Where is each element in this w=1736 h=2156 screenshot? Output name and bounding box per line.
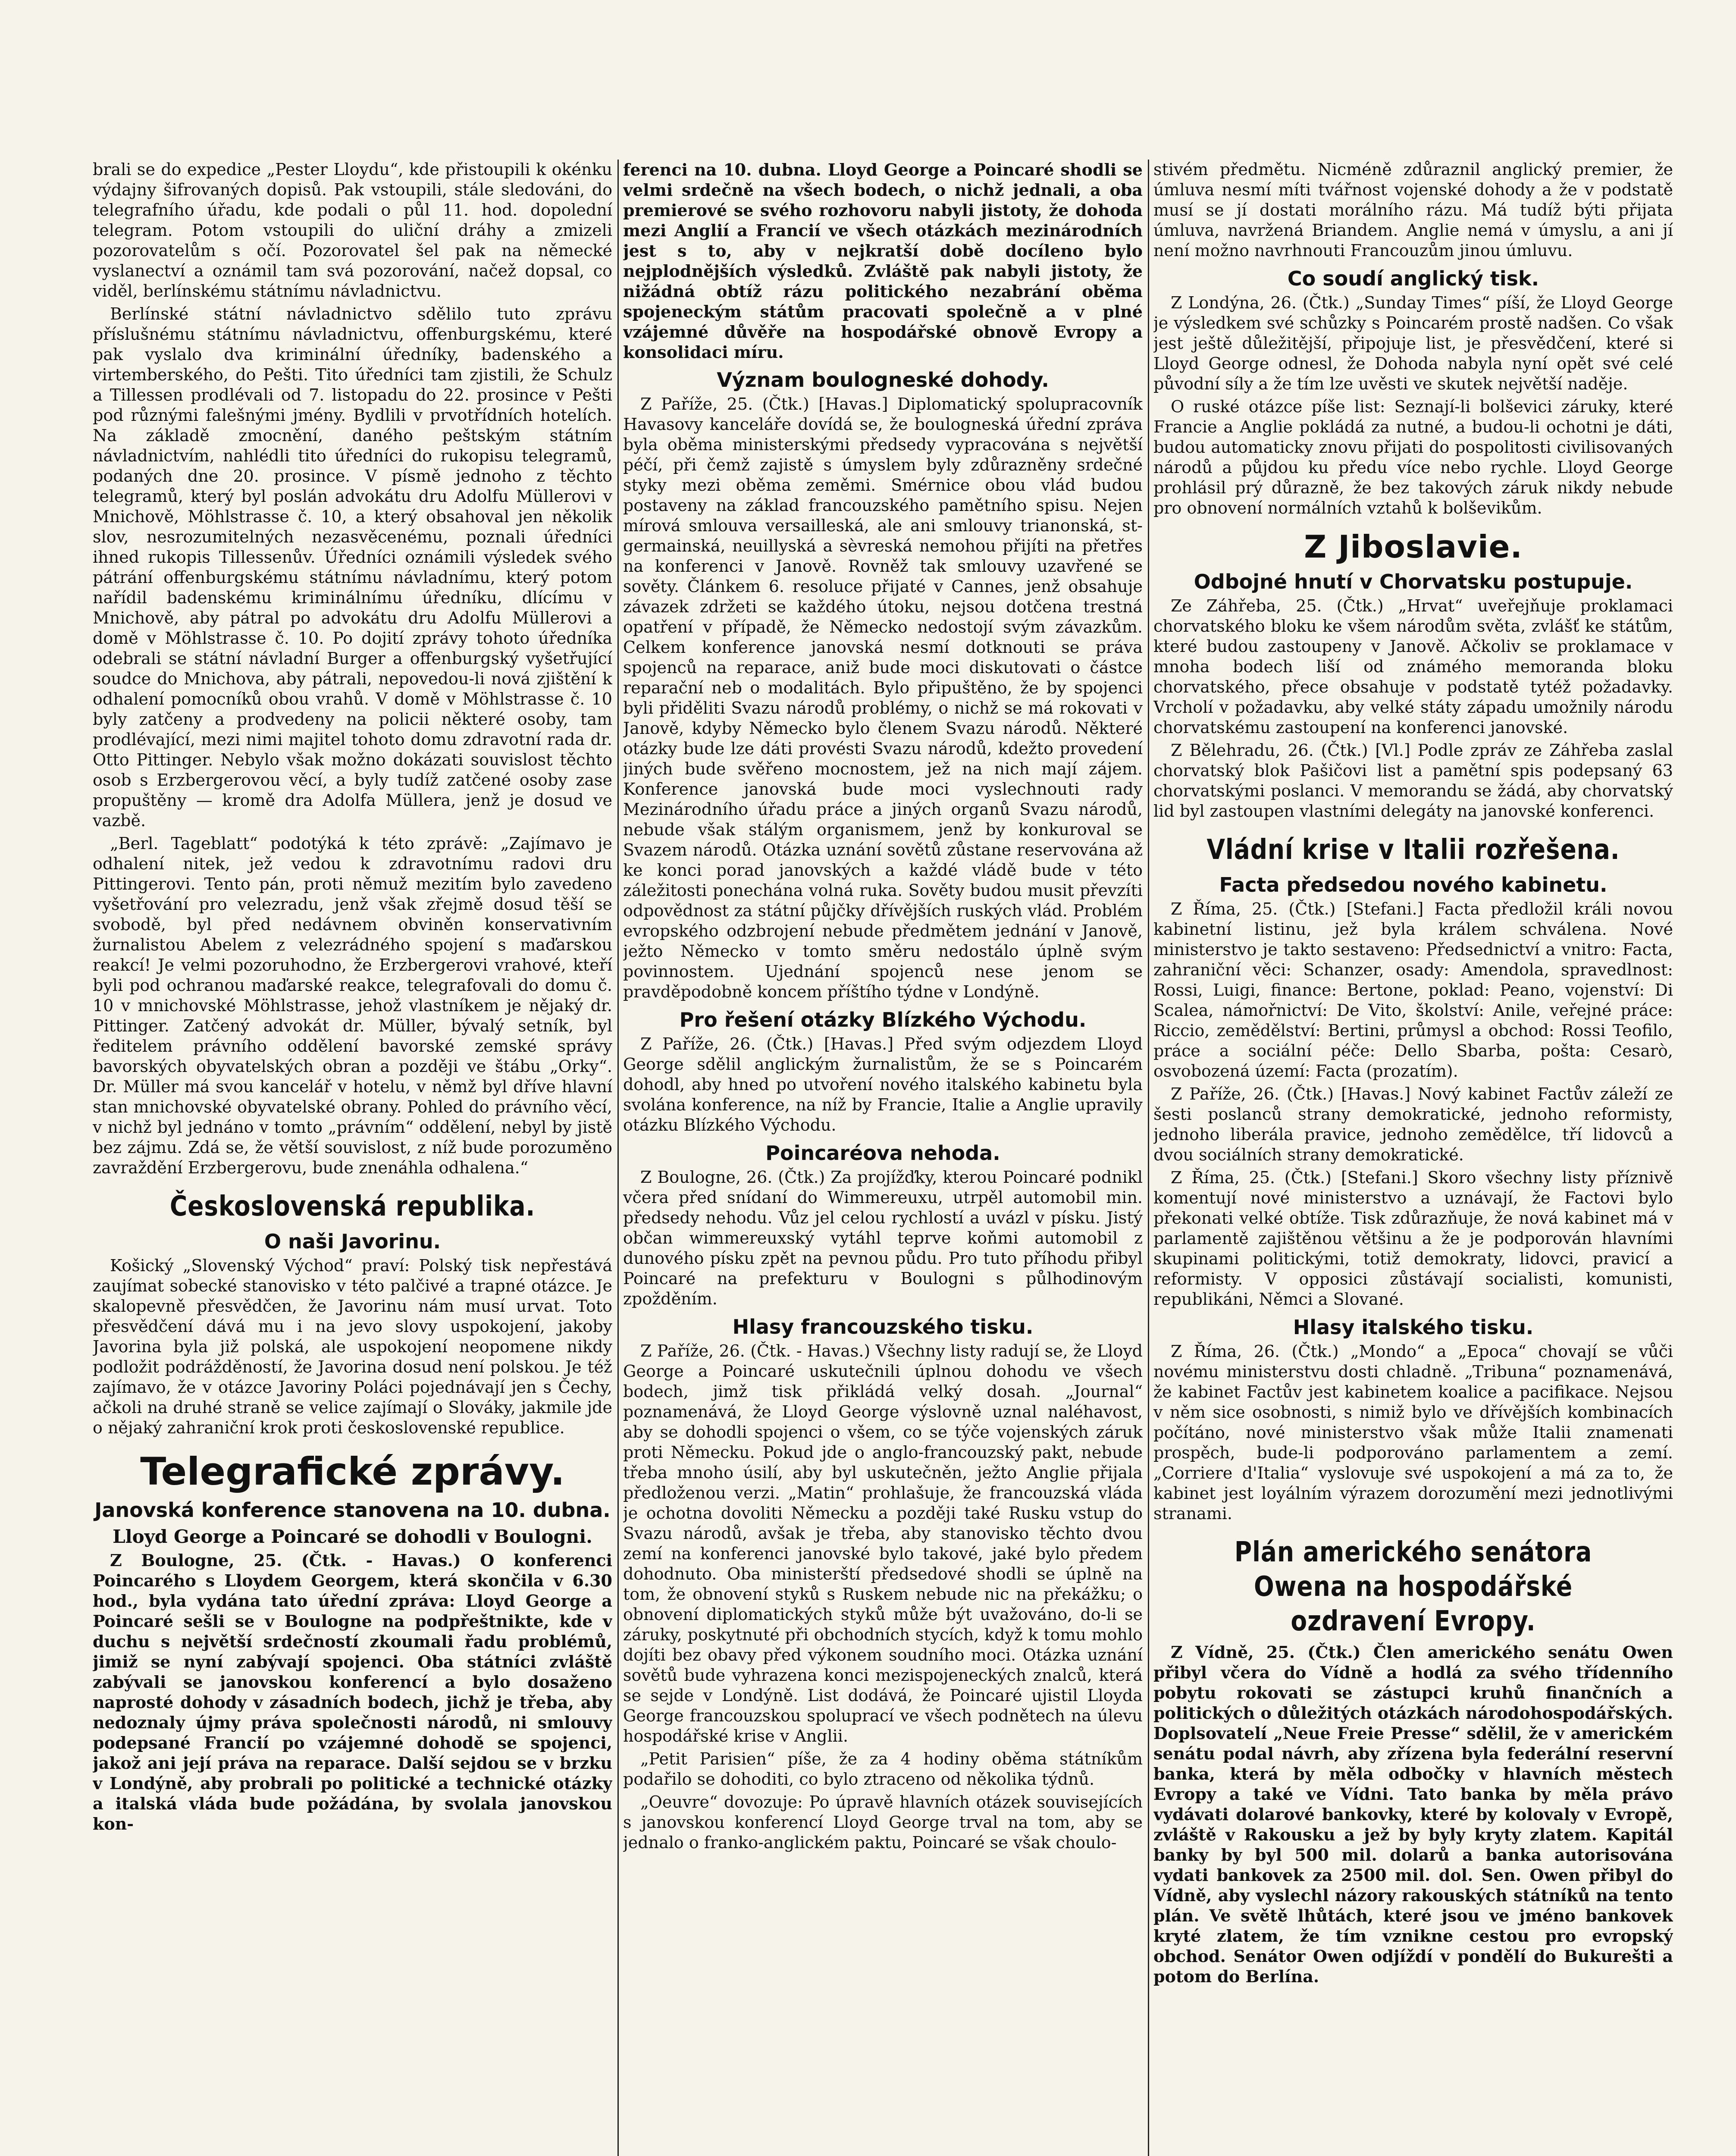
article-headline: Janovská konference stanovena na 10. dubna.	[94, 1498, 611, 1522]
section-heading: Vládní krise v Italii rozřešena.	[1206, 834, 1620, 866]
article-paragraph: Z Paříže, 25. (Čtk.) [Havas.] Diplomatický spolupracovník Havasovy kanceláře dovídá se, že boulogneská úřední zpráva byla oběma ministerskými předsedy vypracována s největší péčí, při čemž zajistě s úmyslem byly zdůrazněny srdečné styky mezi oběma zeměmi. Smérnice obou vlád budou postaveny na základ francouzského pamětního spisu. Nejen mírová smlouva versailleská, ale ani smlouvy trianonská, st-germainská, neuillyská a sèvreská nemohou přijíti na přetřes na konferenci v Janově. Rovněž tak smlouvy uzavřené se sověty. Článkem 6. resoluce přijaté v Cannes, jenž obsahuje závazek zdržeti se každého útoku, nejsou dotčena trestná opatření v případě, že Německo nedostojí svým závazkům. Celkem konference janovská nesmí dotknouti se práva spojenců na reparace, aniž bude moci diskutovati o částce reparační neb o modalitách. Bylo připuštěno, že by spojenci byli přiděliti Svazu národů problémy, o nichž se má rokovati v Janově, kdyby Německo bylo členem Svazu národů. Některé otázky bude lze dáti provésti Svazu národů, kdežto provedení jiných bude svěřeno mocnostem, jež na nich mají zájem. Konference janovská bude moci vyslechnouti rady Mezinárodního úřadu práce a jiných organů Svazu národů, nebude však stálým organismem, jenž by konkuroval se Svazem národů. Otázka uznání sovětů zůstane reservována až ke konci porad janovských a každé vládě bude v této záležitosti ponechána volná ruka. Sověty budou musit převzíti odpovědnost za státní půjčky dřívějších ruských vlád. Problém evropského odzbrojení nebude předmětem jednání v Janově, ježto Německo v tomto směru nedostálo úplně svým povinnostem. Ujednání spojenců nese jenom se pravděpodobně koncem příštího týdne v Londýně.	[623, 395, 1143, 1001]
article-headline: Co soudí anglický tisk.	[1287, 267, 1539, 290]
article-headline: Poincaréova nehoda.	[765, 1141, 1000, 1165]
article-paragraph: Berlínské státní návladnictvo sdělilo tuto zprávu příslušnému státnímu návladnictvu, offenburgskému, které pak vyslalo dva kriminální úředníky, badenského a virtemberského, do Pešti. Tito úředníci tam zjistili, že Schulz a Tillessen prodlévali od 7. listopadu do 22. prosince v Pešti pod různými falešnými jmény. Bydlili v prvotřídních hotelích. Na základě zmocnění, daného peštským státním návladnictvím, nahlédli tito úředníci do rukopisu telegramů, podaných dne 20. prosince. V písmě jednoho z těchto telegramů, který byl poslán advokátu dru Adolfu Müllerovi v Mnichově, Möhlstrasse č. 10, a který obsahoval jen několik slov, nesrozumitelných nezasvěcenému, poznali úředníci ihned rukopis Tillessenův. Úředníci oznámili výsledek svého pátrání offenburgskému státnímu návladnímu, který potom nařídil badenskému kriminálnímu úředníku, dlícímu v Mnichově, aby pátral po advokátu dru Adolfu Müllerovi a domě v Möhlstrasse č. 10. Po dojití zprávy tohoto úředníka odebrali se státní návladní Burger a offenburgský vyšetřující soudce do Mnichova, aby pátrali, nepovedou-li nová zjištění k odhalení pomocníků obou vrahů. V domě v Möhlstrasse č. 10 byly zatčeny a prodvedeny na policii některé osoby, tam prodlévající, mezi nimi majitel tohoto domu zdravotní rada dr. Otto Pittinger. Nebylo však možno dokázati souvislost těchto osob s Erzbergerovou věcí, a byly tudíž zatčené osoby zase propuštěny — kromě dra Adolfa Müllera, jenž je dosud ve vazbě.	[93, 304, 612, 830]
article-paragraph: Z Paříže, 26. (Čtk.) [Havas.] Před svým odjezdem Lloyd George sdělil anglickým žurnalistům, že se s Poincarém dohodl, aby hned po utvoření nového italského kabinetu byla svolána konference, na níž by Francie, Italie a Anglie upravily otázku Blízkého Východu.	[623, 1034, 1143, 1134]
column-rule	[1148, 160, 1149, 2156]
article-paragraph: brali se do expedice „Pester Lloydu“, kde přistoupili k okénku výdajny šifrovaných dopisů. Pak vstoupili, stále sledováni, do telegrafního úřadu, kde podali o půl 11. hod. dopolední telegram. Potom vstoupili do uliční dráhy a zmizeli pozorovatelům s očí. Pozorovatel šel pak na německé vyslanectví a oznámil tam svá pozorování, načež dopsal, co viděl, berlínskému státnímu návladnictvu.	[93, 160, 612, 301]
article-headline: Facta předsedou nového kabinetu.	[1219, 873, 1608, 896]
article-paragraph: Ze Záhřeba, 25. (Čtk.) „Hrvat“ uveřejňuje proklamaci chorvatského bloku ke všem národům světa, zvlášť ke státům, které budou zastoupeny v Janově. Ačkoliv se proklamace v mnoha bodech liší od známého memoranda bloku chorvatského, přece obsahuje v podstatě tytéž požadavky. Vrcholí v požadavku, aby velké státy západu umožnily národu chorvatskému zastoupení na konferenci janovské.	[1153, 596, 1673, 737]
article-paragraph: „Berl. Tageblatt“ podotýká k této zprávě: „Zajímavo je odhalení nitek, jež vedou k zdravotnímu radovi dru Pittingerovi. Tento pán, proti němuž mezitím bylo zavedeno vyšetřování pro velezradu, jenž však zřejmě dosud těší se svobodě, byl před nedávnem obviněn konservativním žurnalistou Abelem z velezrádného spojení s maďarskou reakcí! Je velmi pozoruhodno, že Erzbergerovi vrahové, kteří byli pod ochranou maďarské reakce, telegrafovali do domu č. 10 v mnichovské Möhlstrasse, jehož vlastníkem je nějaký dr. Pittinger. Zatčený advokát dr. Müller, bývalý setník, byl ředitelem právního oddělení bavorské zemské správy bavorských obyvatelských obran a později ve štábu „Orky“. Dr. Müller má svou kancelář v hotelu, v němž byl dříve hlavní stan mnichovské obyvatelské obrany. Pohled do právního věcí, v nichž byl jednáno v tomto „právním“ oddělení, nebyl by jistě bez zájmu. Zdá se, že větší souvislost, z níž bude porozuměno zavraždění Erzbergerovu, bude znenáhla odhalena.“	[93, 834, 612, 1177]
article-paragraph: O ruské otázce píše list: Seznají-li bolševici záruky, které Francie a Anglie pokládá za nutné, a budou-li ochotni je dáti, budou automaticky znovu přijati do pospolitosti civilisovaných národů a půjdou ku předu více nebo rychle. Lloyd George prohlásil prý důrazně, že bez takových záruk nikdy nebude pro obnovení normálních vztahů k bolševikům.	[1153, 397, 1673, 517]
article-paragraph: Z Říma, 25. (Čtk.) [Stefani.] Facta předložil králi novou kabinetní listinu, jež byla králem schválena. Nové ministerstvo je takto sestaveno: Předsednictví a vnitro: Facta, zahraniční věci: Schanzer, osady: Amendola, spravedlnost: Rossi, Luigi, finance: Bertone, poklad: Peano, vojenství: Di Scalea, námořnictví: De Vito, školství: Anile, veřejné práce: Riccio, zemědělství: Bertini, průmysl a obchod: Rossi Teofilo, práce a sociální péče: Dello Sbarba, pošta: Cesarò, osvobozená území: Facta (prozatím).	[1153, 899, 1673, 1081]
article-paragraph: Košický „Slovenský Východ“ praví: Polský tisk nepřestává zaujímat sobecké stanovisko v této palčivé a trapné otázce. Je skalopevně přesvědčen, že Javorinu nám musí urvat. Toto přesvědčení dává mu i na jevo slovy uspokojení, jakoby Javorina byla již polská, ale uspokojení neopomene nikdy podložit podrážděností, že Javorina dosud není polskou. Je též zajímavo, že v otázce Javoriny Poláci pojednávají jen s Čechy, ačkoli na druhé straně se velice zajímají o Slováky, jakmile jde o nějaký zahraniční krok proti československé republice.	[93, 1256, 612, 1437]
section-heading: Telegrafické zprávy.	[140, 1449, 565, 1494]
article-subheadline: Lloyd George a Poincaré se dohodli v Boulogni.	[113, 1526, 592, 1547]
article-paragraph: Z Paříže, 26. (Čtk.) [Havas.] Nový kabinet Factův záleží ze šesti poslanců strany demokratické, jednoho reformisty, jednoho liberála pravice, jednoho zemědělce, tří lidovců a dvou sociálních strany demokratické.	[1153, 1084, 1673, 1164]
section-heading: Československá republika.	[169, 1191, 536, 1222]
article-paragraph: Z Paříže, 26. (Čtk. - Havas.) Všechny listy radují se, že Lloyd George a Poincaré uskutečnili úplnou dohodu ve všech bodech, jimž tisk přikládá velký dosah. „Journal“ poznamenává, že Lloyd George výslovně uznal naléhavost, aby se dohodli spojenci o všem, co se týče vojenských záruk proti Německu. Pokud jde o anglo-francouzský pakt, nebude třeba mnoho úsilí, aby byl uskutečněn, ježto Anglie přijala předloženou verzi. „Matin“ prohlašuje, že francouzská vláda je ochotna dovoliti Německu a později také Rusku vstup do Svazu národů, avšak je třeba, aby stanovisko těchto dvou zemí na konferenci janovské bylo takové, jaké bylo předem dohodnuto. Oba ministerští předsedové shodli se úplně na tom, že obnovení styků s Ruskem nebude nic na překážku; o obnovení diplomatických styků může být uvažováno, do-li se záruky, poskytnuté při obchodních stycích, když k tomu mohlo dojíti bez obavy před výkonem soudního moci. Otázka uznání sovětů bude vyhrazena konci mezispojeneckých znalců, která se sejde v Londýně. List dodává, že Poincaré ujistil Lloyda George francouzskou spoluprací ve všech podnětech na úlevu hospodářské krise v Anglii.	[623, 1341, 1143, 1745]
column-2	[623, 160, 1143, 2156]
article-paragraph: „Petit Parisien“ píše, že za 4 hodiny oběma státníkům podařilo se dohoditi, co bylo ztraceno od několika týdnů.	[623, 1749, 1143, 1789]
article-headline: Význam boulogneské dohody.	[717, 368, 1049, 392]
article-paragraph: Z Boulogne, 25. (Čtk. - Havas.) O konferenci Poincarého s Lloydem Georgem, která skončila v 6.30 hod., byla vydána tato úřední zpráva: Lloyd George a Poincaré sešli se v Boulogne na podpřeštnikte, kde v duchu s největší srdečností zkoumali řadu problémů, jimiž se nyní zabývají spojenci. Oba státníci zvláště zabývali se janovskou konferencí a bylo dosaženo naprosté dohody v zásadních bodech, jichž je třeba, aby nedoznaly újmy práva společnosti národů, ni smlouvy podepsané Francií po vzájemné dohodě se spojenci, jakož ani její práva na reparace. Další sejdou se v brzku v Londýně, aby probrali po politické a technické otázky a italská vláda bude požádána, by svolala janovskou kon-	[93, 1551, 612, 1833]
article-headline: Odbojné hnutí v Chorvatsku postupuje.	[1194, 570, 1633, 593]
section-heading: Plán amerického senátora Owena na hospodářské ozdravení Evropy.	[1234, 1536, 1592, 1637]
article-headline: O naši Javorinu.	[264, 1230, 441, 1253]
article-paragraph: Z Říma, 25. (Čtk.) [Stefani.] Skoro všechny listy příznivě komentují nové ministerstvo a uznávají, že Factovi bylo překonati velké obtíže. Tisk zdůrazňuje, že nová kabinet má v parlamentě zajištěnou většinu a že je podporován hlavními skupinami politickými, totiž demokraty, lidovci, pravicí a reformisty. V opposici zůstávají socialisti, komunisti, republikáni, Němci a Slované.	[1153, 1168, 1673, 1309]
article-paragraph: Z Říma, 26. (Čtk.) „Mondo“ a „Epoca“ chovají se vůči novému ministerstvu dosti chladně. „Tribuna“ poznamenává, že kabinet Factův jest kabinetem koalice a pacifikace. Nejsou v něm sice osobnosti, s nimiž bylo ve dřívějších kombinacích počítáno, nové ministerstvo však může Italii znamenati prospěch, bude-li podporováno parlamentem a zemí. „Corriere d'Italia“ vyslovuje své uspokojení a má za to, že kabinet jest loyálním výrazem dorozumění mezi jednotlivými stranami.	[1153, 1342, 1673, 1523]
article-paragraph: „Oeuvre“ dovozuje: Po úpravě hlavních otázek souvisejících s janovskou konferencí Lloyd George trval na tom, aby se jednalo o franko-anglickém paktu, Poincaré se však choulo-	[623, 1792, 1143, 1852]
article-headline: Hlasy italského tisku.	[1293, 1316, 1534, 1339]
article-paragraph: Z Boulogne, 26. (Čtk.) Za projížďky, kterou Poincaré podnikl včera před snídaní do Wimmereuxu, utrpěl automobil min. předsedy nehodu. Vůz jel celou rychlostí a uvázl v písku. Jistý občan wimmereuxský vytáhl teprve koňmi automobil z dunového písku zpět na pevnou půdu. Pro tuto příhodu přibyl Poincaré na prefekturu v Boulogni s půlhodinovým zpožděním.	[623, 1168, 1143, 1308]
article-paragraph: Z Londýna, 26. (Čtk.) „Sunday Times“ píší, že Lloyd George je výsledkem své schůzky s Poincarém prostě nadšen. Co však jest ještě důležitější, připojuje list, je přesvědčení, které si Lloyd George odnesl, že Dohoda nabyla nyní opět své celé původní síly a že tím lze uvěsti ve skutek největší naděje.	[1153, 293, 1673, 393]
section-heading: Z Jiboslavie.	[1304, 529, 1523, 565]
article-paragraph: Z Bělehradu, 26. (Čtk.) [Vl.] Podle zpráv ze Záhřeba zaslal chorvatský blok Pašičovi list a pamětní spis podepsaný 63 chorvatskými poslanci. V memorandu se žádá, aby chorvatský lid byl zastoupen vlastními delegáty na janovské konferenci.	[1153, 741, 1673, 821]
column-3	[1153, 160, 1673, 2156]
article-headline: Hlasy francouzského tisku.	[732, 1315, 1034, 1338]
column-1	[93, 160, 612, 2156]
article-headline: Pro řešení otázky Blízkého Východu.	[679, 1008, 1087, 1031]
column-rule	[617, 160, 619, 2156]
article-paragraph: ferenci na 10. dubna. Lloyd George a Poincaré shodli se velmi srdečně na všech bodech, o nichž jednali, a oba premierové se svého rozhovoru nabyli jistoty, že dohoda mezi Anglií a Francií ve všech otázkách mezinárodních jest s to, aby v nejkratší době docíleno bylo nejplodnějších výsledků. Zvláště pak nabyli jistoty, že nižádná obtíž rázu politického nezabrání oběma spojeneckým státům pracovati společně a v plné vzájemné důvěře na hospodářské obnově Evropy a konsolidaci míru.	[623, 160, 1143, 362]
article-paragraph: stivém předmětu. Nicméně zdůraznil anglický premier, že úmluva nesmí míti tvářnost vojenské dohody a že v podstatě musí se jí dostati morálního rázu. Má tudíž býti přijata úmluva, navržená Briandem. Anglie nemá v úmyslu, a ani jí není možno navrhnouti Francouzům jinou úmluvu.	[1153, 160, 1673, 260]
article-paragraph: Z Vídně, 25. (Čtk.) Člen amerického senátu Owen přibyl včera do Vídně a hodlá za svého třídenního pobytu rokovati se zástupci kruhů finančních a politických o důležitých otázkách národohospodářských. Doplsovatelí „Neue Freie Presse“ sdělil, že v americkém senátu podal návrh, aby zřízena byla federální reservní banka, která by měla odbočky v hlavních městech Evropy a také ve Vídni. Tato banka by měla právo vydávati dolarové bankovky, které by kolovaly v Evropě, zvláště v Rakousku a jež by byly kryty zlatem. Kapitál banky by byl 500 mil. dolarů a banka autorisována vydati bankovek za 2500 mil. dol. Sen. Owen přibyl do Vídně, aby vyslechl názory rakouských státníků na tento plán. Ve světě lhůtách, které jsou ve jméno bankovek kryté zlatem, že tím vznikne cestou pro evropský obchod. Senátor Owen odjíždí v pondělí do Bukurešti a potom do Berlína.	[1153, 1642, 1673, 1986]
